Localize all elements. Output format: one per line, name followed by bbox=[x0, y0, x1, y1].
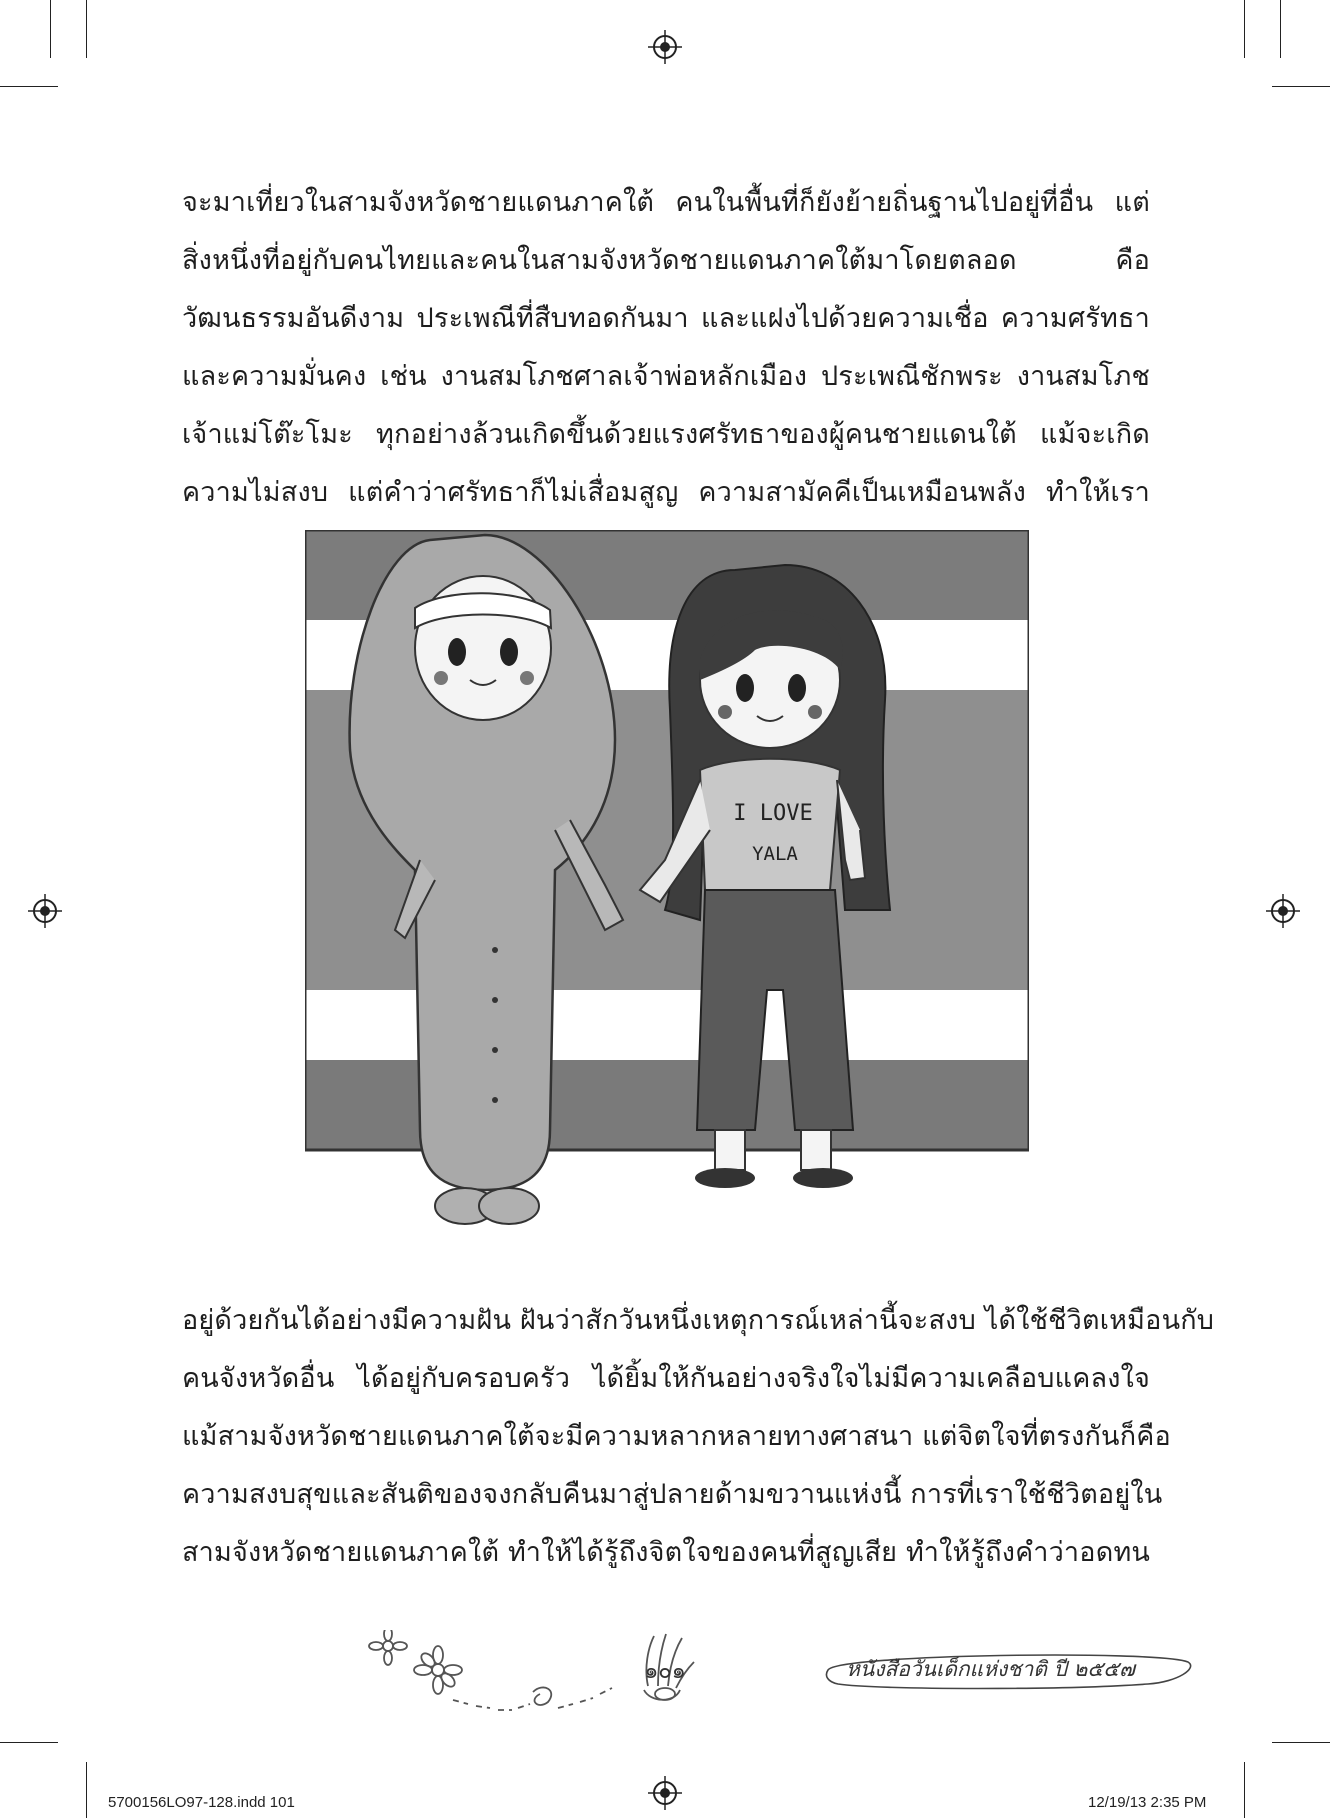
crop-mark-top-left-v2 bbox=[50, 0, 51, 58]
text-line: คนจังหวัดอื่น ได้อยู่กับครอบครัว ได้ยิ้มให้กันอย่างจริงใจไม่มีความเคลือบแคลงใจ bbox=[182, 1363, 1150, 1394]
crop-mark-top-right-v2 bbox=[1280, 0, 1281, 58]
footer-banner-text: หนังสือวันเด็กแห่งชาติ ปี ๒๕๕๗ bbox=[846, 1657, 1135, 1681]
flag-stripe-bottom bbox=[305, 1060, 1029, 1150]
crop-mark-bottom-right-v bbox=[1244, 1762, 1245, 1818]
text-line: แม้สามจังหวัดชายแดนภาคใต้จะมีความหลากหลายทางศาสนา แต่จิตใจที่ตรงกันก็คือ bbox=[182, 1421, 1171, 1452]
page-number: ๑๐๑ bbox=[644, 1659, 686, 1684]
flower-doodle-decoration bbox=[368, 1630, 618, 1720]
registration-mark-top bbox=[648, 30, 682, 64]
text-line: วัฒนธรรมอันดีงาม ประเพณีที่สืบทอดกันมา และแฝงไปด้วยความเชื่อ ความศรัทธา bbox=[182, 303, 1150, 334]
text-line: ความสงบสุขและสันติของจงกลับคืนมาสู่ปลายด้ามขวานแห่งนี้ การที่เราใช้ชีวิตอยู่ใน bbox=[182, 1479, 1163, 1510]
children-drawing-illustration bbox=[305, 530, 1029, 1250]
text-line: และความมั่นคง เช่น งานสมโภชศาลเจ้าพ่อหลักเมือง ประเพณีชักพระ งานสมโภช bbox=[182, 361, 1150, 392]
flag-stripe-white-2 bbox=[305, 990, 1029, 1060]
crop-mark-bottom-right-h bbox=[1272, 1742, 1330, 1743]
registration-mark-right bbox=[1266, 894, 1300, 928]
text-line: อยู่ด้วยกันได้อย่างมีความฝัน ฝันว่าสักวันหนึ่งเหตุการณ์เหล่านี้จะสงบ ได้ใช้ชีวิตเหมือนกับ bbox=[182, 1305, 1215, 1336]
crop-mark-top-right-v bbox=[1244, 0, 1245, 58]
crop-mark-top-right-h bbox=[1272, 86, 1330, 87]
text-line: สิ่งหนึ่งที่อยู่กับคนไทยและคนในสามจังหวัดชายแดนภาคใต้มาโดยตลอด คือ bbox=[182, 245, 1150, 276]
crop-mark-top-left-h bbox=[0, 86, 58, 87]
registration-mark-left bbox=[28, 894, 62, 928]
shirt-text-line1: I LOVE bbox=[733, 801, 813, 826]
paragraph-top bbox=[182, 174, 1150, 522]
page-number-hand-icon bbox=[620, 1628, 710, 1708]
crop-mark-top-left-v bbox=[86, 0, 87, 58]
slug-file-info: 5700156LO97-128.indd 101 bbox=[108, 1794, 295, 1811]
text-line: ความไม่สงบ แต่คำว่าศรัทธาก็ไม่เสื่อมสูญ ความสามัคคีเป็นเหมือนพลัง ทำให้เรา bbox=[182, 477, 1150, 508]
crop-mark-bottom-left-h bbox=[0, 1742, 58, 1743]
text-line: เจ้าแม่โต๊ะโมะ ทุกอย่างล้วนเกิดขึ้นด้วยแรงศรัทธาของผู้คนชายแดนใต้ แม้จะเกิด bbox=[182, 419, 1150, 450]
slug-date-info: 12/19/13 2:35 PM bbox=[1088, 1794, 1207, 1811]
crop-mark-bottom-left-v bbox=[86, 1762, 87, 1818]
registration-mark-bottom bbox=[648, 1776, 682, 1810]
paragraph-bottom bbox=[182, 1292, 1215, 1582]
text-line: สามจังหวัดชายแดนภาคใต้ ทำให้ได้รู้ถึงจิตใจของคนที่สูญเสีย ทำให้รู้ถึงคำว่าอดทน bbox=[182, 1537, 1151, 1568]
text-line: จะมาเที่ยวในสามจังหวัดชายแดนภาคใต้ คนในพื้นที่ก็ยังย้ายถิ่นฐานไปอยู่ที่อื่น แต่ bbox=[182, 187, 1150, 218]
shirt-text-line2: YALA bbox=[752, 843, 798, 865]
